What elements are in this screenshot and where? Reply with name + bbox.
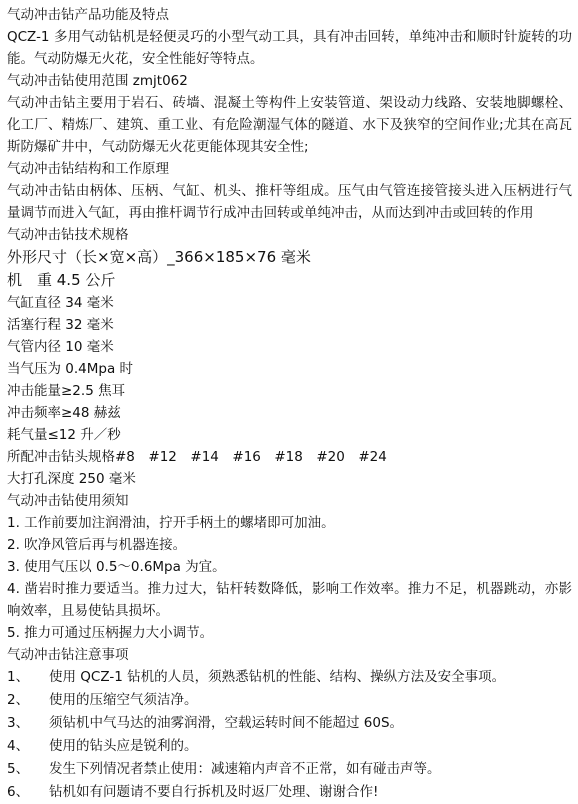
notes-heading: 气动冲击钻注意事项: [7, 647, 129, 663]
spec-piston-stroke: 活塞行程 32 毫米: [7, 317, 114, 333]
spec-heading: 气动冲击钻技术规格: [7, 227, 129, 243]
note-number: 1、: [7, 669, 30, 685]
usage-item: 5. 推力可通过压柄握力大小调节。: [7, 625, 214, 641]
note-item: [7, 781, 572, 804]
note-number: 2、: [7, 692, 30, 708]
note-item: [7, 735, 572, 758]
note-text: 钻机如有问题请不要自行拆机及时返厂处理、谢谢合作!: [49, 784, 379, 800]
scope-heading: 气动冲击钻使用范围 zmjt062: [7, 73, 188, 89]
usage-item: 1. 工作前要加注润滑油，拧开手柄土的螺堵即可加油。: [7, 515, 335, 531]
usage-heading: 气动冲击钻使用须知: [7, 493, 129, 509]
note-text: 须钻机中气马达的油雾润滑，空载运转时间不能超过 60S。: [49, 715, 404, 731]
note-number: 4、: [7, 738, 30, 754]
note-text: 使用 QCZ-1 钻机的人员，须熟悉钻机的性能、结构、操纵方法及安全事项。: [49, 669, 506, 685]
spec-cylinder-diameter: 气缸直径 34 毫米: [7, 295, 114, 311]
doc-title: 气动冲击钻产品功能及特点: [7, 7, 169, 23]
structure-heading: 气动冲击钻结构和工作原理: [7, 161, 169, 177]
spec-drill-depth: 大打孔深度 250 毫米: [7, 471, 136, 487]
scope-paragraph: 气动冲击钻主要用于岩石、砖墙、混凝土等构件上安装管道、架设动力线路、安装地脚螺栓、化工厂、精炼厂、建筑、重工业、有危险潮湿气体的隧道、水下及狭窄的空间作业;尤其在高瓦斯防爆矿井中，气动防爆无火花更能体现其安全性;: [7, 95, 572, 155]
note-text: 发生下列情况者禁止使用：减速箱内声音不正常，如有碰击声等。: [49, 761, 441, 777]
note-item: [7, 758, 572, 781]
spec-bit-sizes: 所配冲击钻头规格#8 #12 #14 #16 #18 #20 #24: [7, 449, 387, 465]
usage-item: 4. 凿岩时推力要适当。推力过大，钻杆转数降低，影响工作效率。推力不足，机器跳动，亦影响效率，且易使钻具损坏。: [7, 581, 572, 619]
spec-air-consumption: 耗气量≤12 升／秒: [7, 427, 121, 443]
note-text: 使用的钻头应是锐利的。: [49, 738, 198, 754]
note-text: 使用的压缩空气须洁净。: [49, 692, 198, 708]
spec-weight: 机 重 4.5 公斤: [7, 271, 116, 289]
spec-air-pressure: 当气压为 0.4Mpa 时: [7, 361, 134, 377]
note-item: [7, 712, 572, 735]
spec-dimensions: 外形尺寸（长×宽×高）_366×185×76 毫米: [7, 248, 311, 266]
note-number: 5、: [7, 761, 30, 777]
note-item: [7, 689, 572, 712]
note-item: [7, 666, 572, 689]
note-number: 6、: [7, 784, 30, 800]
note-number: 3、: [7, 715, 30, 731]
spec-hose-diameter: 气管内径 10 毫米: [7, 339, 114, 355]
usage-item: 3. 使用气压以 0.5～0.6Mpa 为宜。: [7, 559, 226, 575]
spec-impact-frequency: 冲击频率≥48 赫兹: [7, 405, 121, 421]
usage-item: 2. 吹净风管后再与机器连接。: [7, 537, 187, 553]
spec-impact-energy: 冲击能量≥2.5 焦耳: [7, 383, 126, 399]
intro-paragraph: QCZ-1 多用气动钻机是轻便灵巧的小型气动工具，具有冲击回转，单纯冲击和顺时针旋转的功能。气动防爆无火花，安全性能好等特点。: [7, 29, 572, 67]
structure-paragraph: 气动冲击钻由柄体、压柄、气缸、机头、推杆等组成。压气由气管连接管接头进入压柄进行气量调节而进入气缸，再由推杆调节行成冲击回转或单纯冲击，从而达到冲击或回转的作用: [7, 183, 572, 221]
